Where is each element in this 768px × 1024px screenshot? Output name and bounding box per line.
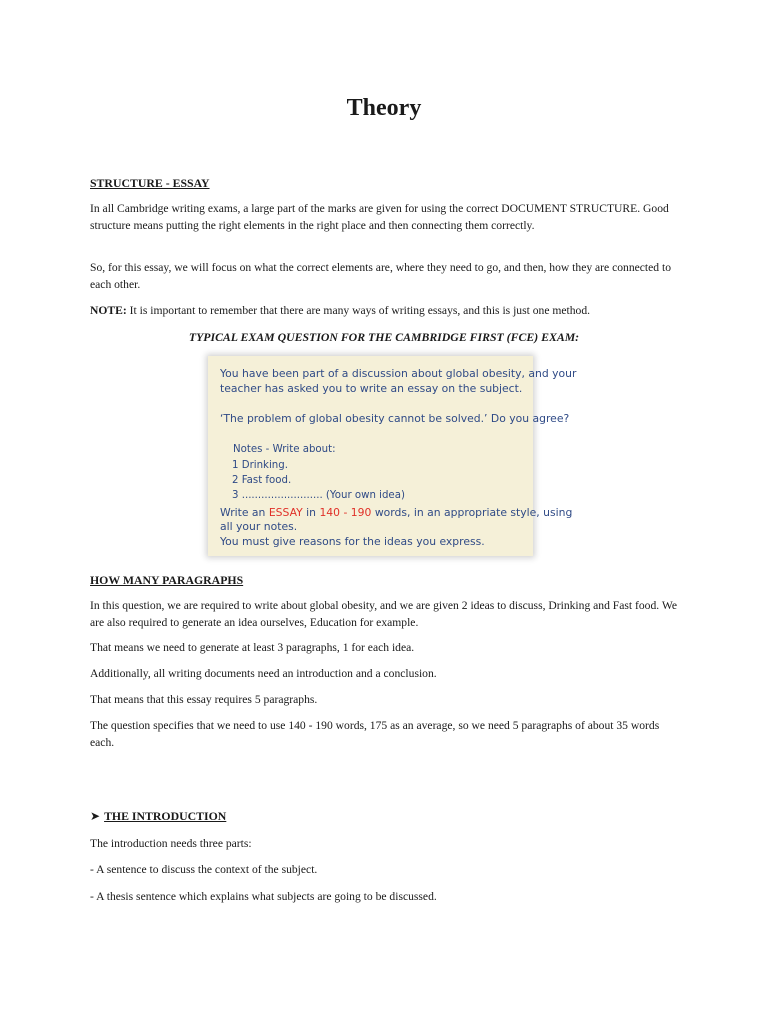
arrow-bullet-icon: ➤ (90, 809, 101, 823)
introduction-paragraph-1 (90, 836, 680, 853)
card-reasons: You must give reasons for the ideas you express. (220, 535, 485, 548)
paragraphs-p5: The question specifies that we need to use 140 - 190 words, 175 as an average, so we need 5 paragraphs of about 35 words each. (90, 719, 660, 749)
paragraphs-p1: In this question, we are required to write about global obesity, and we are given 2 ideas to discuss, Drinking and Fast food. We are also required to generate an idea ourselves, Education for example. (90, 599, 677, 629)
page-title: Theory (346, 95, 422, 121)
introduction-item-2-text: - A thesis sentence which explains what subjects are going to be discussed. (90, 890, 437, 903)
paragraphs-p3: Additionally, all writing documents need an introduction and a conclusion. (90, 667, 437, 680)
structure-p1: In all Cambridge writing exams, a large part of the marks are given for using the correct DOCUMENT STRUCTURE. Good structure means putting the right elements in the right place and then connecting them correctly. (90, 202, 669, 232)
card-note-1: 1 Drinking. (232, 460, 288, 471)
paragraphs-p2: That means we need to generate at least 3 paragraphs, 1 for each idea. (90, 641, 415, 654)
card-line-2: teacher has asked you to write an essay on the subject. (220, 382, 523, 395)
card-line-3: ‘The problem of global obesity cannot be solved.’ Do you agree? (220, 412, 570, 425)
paragraphs-paragraph-1 (90, 598, 680, 631)
structure-heading-text: STRUCTURE - ESSAY (90, 176, 210, 190)
paragraphs-paragraph-4 (90, 692, 680, 709)
card-write-line (220, 506, 572, 519)
structure-heading (90, 175, 680, 193)
structure-p2: So, for this essay, we will focus on what the correct elements are, where they need to go, and then, how they are connected to each other. (90, 261, 671, 291)
card-write-line-2: all your notes. (220, 520, 298, 533)
paragraphs-paragraph-5 (90, 718, 680, 751)
paragraphs-heading (90, 572, 680, 590)
exam-question-card (208, 356, 577, 556)
card-write-prefix: Write an (220, 506, 269, 519)
card-write-in: in (302, 506, 320, 519)
card-line-1: You have been part of a discussion about global obesity, and your (220, 367, 577, 380)
structure-paragraph-1 (90, 201, 680, 234)
card-note-2: 2 Fast food. (232, 475, 292, 486)
introduction-heading-text: THE INTRODUCTION (104, 809, 227, 823)
paragraphs-heading-text: HOW MANY PARAGRAPHS (90, 573, 244, 587)
introduction-p1: The introduction needs three parts: (90, 837, 252, 850)
introduction-item-1 (90, 862, 680, 879)
introduction-heading (90, 808, 680, 826)
exam-heading: TYPICAL EXAM QUESTION FOR THE CAMBRIDGE FIRST (FCE) EXAM: (188, 330, 580, 344)
introduction-item-2 (90, 889, 680, 906)
paragraphs-paragraph-3 (90, 666, 680, 683)
note-text: It is important to remember that there are many ways of writing essays, and this is just one method. (129, 304, 591, 317)
card-write-range: 140 - 190 (319, 506, 372, 519)
note-paragraph (90, 303, 680, 320)
card-write-suffix: words, in an appropriate style, using (371, 506, 573, 519)
note-label: NOTE: (90, 304, 127, 317)
card-note-3: 3 ......................... (Your own idea) (232, 490, 405, 501)
introduction-item-1-text: - A sentence to discuss the context of the subject. (90, 863, 318, 876)
structure-paragraph-2 (90, 260, 680, 293)
card-write-essay: ESSAY (268, 506, 303, 519)
card-notes-heading: Notes - Write about: (233, 444, 336, 455)
paragraphs-p4: That means that this essay requires 5 paragraphs. (90, 693, 318, 706)
paragraphs-paragraph-2 (90, 640, 680, 657)
